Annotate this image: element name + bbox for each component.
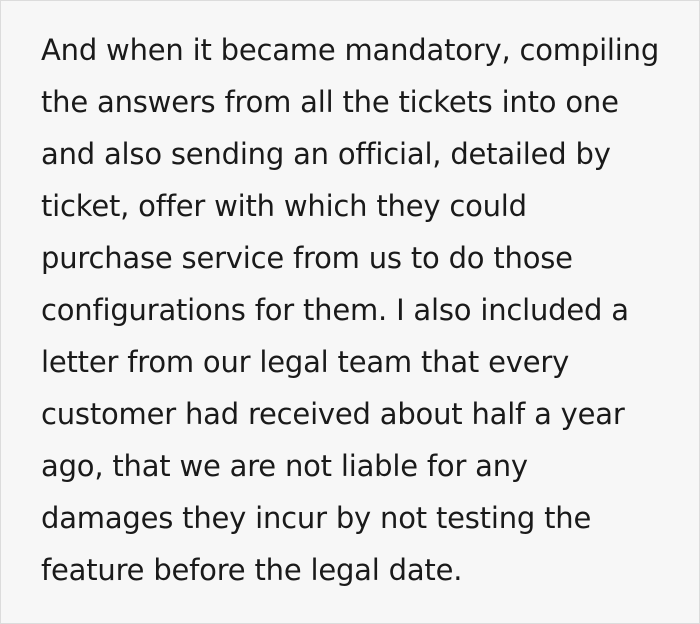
paragraph-line: feature before the legal date. bbox=[41, 553, 463, 587]
paragraph-line: damages they incur by not testing the bbox=[41, 501, 592, 535]
paragraph-line: purchase service from us to do those bbox=[41, 241, 573, 275]
paragraph-line: ago, that we are not liable for any bbox=[41, 449, 528, 483]
story-paragraph bbox=[1, 1, 699, 596]
paragraph-line: customer had received about half a year bbox=[41, 397, 625, 431]
paragraph-line: and also sending an official, detailed by bbox=[41, 137, 611, 171]
paragraph-line: the answers from all the tickets into one bbox=[41, 85, 619, 119]
paragraph-line: configurations for them. I also included a bbox=[41, 293, 629, 327]
paragraph-line: ticket, offer with which they could bbox=[41, 189, 527, 223]
paragraph-line: letter from our legal team that every bbox=[41, 345, 570, 379]
paragraph-line: And when it became mandatory, compiling bbox=[41, 33, 660, 67]
